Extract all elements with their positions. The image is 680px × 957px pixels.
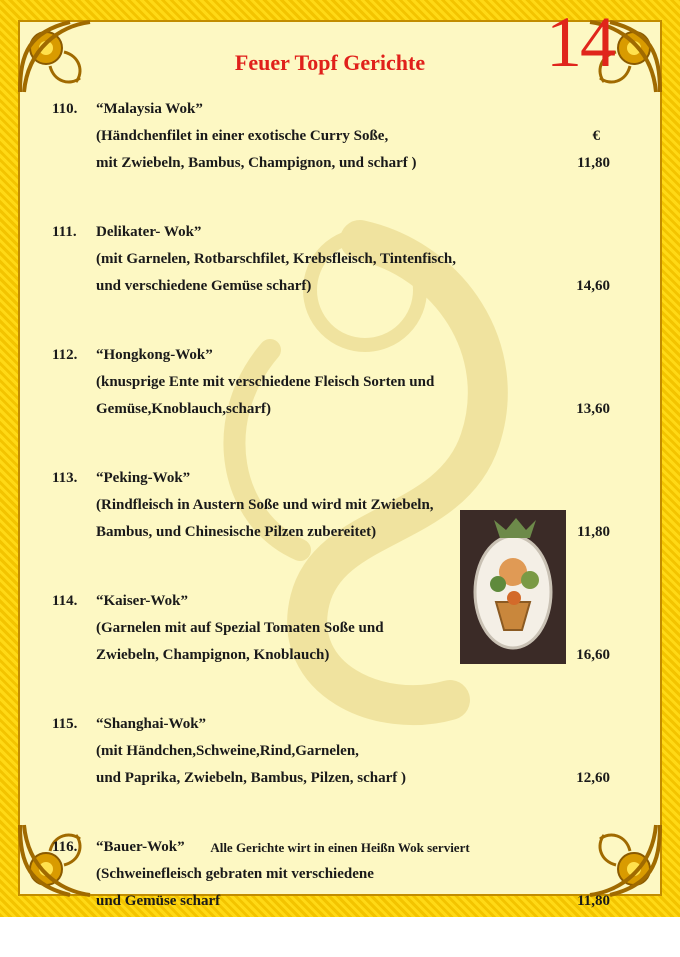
dish-price: 13,60 [576, 401, 610, 417]
dish-name: “Peking-Wok” [96, 470, 191, 486]
dish-description: und Gemüse scharf [96, 893, 221, 909]
dish-item [52, 342, 622, 423]
dish-description: Gemüse,Knoblauch,scharf) [96, 401, 272, 417]
dish-name: “Bauer-Wok” [96, 839, 185, 855]
dish-number: 116. [52, 839, 78, 855]
dish-description: (mit Garnelen, Rotbarschfilet, Krebsfleisch, Tintenfisch, [96, 251, 456, 267]
dish-description: (Garnelen mit auf Spezial Tomaten Soße und [96, 620, 384, 636]
dish-number: 110. [52, 101, 78, 117]
dish-description: (mit Händchen,Schweine,Rind,Garnelen, [96, 743, 359, 759]
dish-number: 114. [52, 593, 78, 609]
dish-description: (Händchenfilet in einer exotische Curry Soße, [96, 128, 389, 144]
dish-description: und verschiedene Gemüse scharf) [96, 278, 312, 294]
dish-item [52, 711, 622, 792]
dish-number: 111. [52, 224, 77, 240]
dish-number: 113. [52, 470, 78, 486]
dish-price: 16,60 [576, 647, 610, 663]
dish-price: 11,80 [577, 893, 610, 909]
page-number: 14 [546, 2, 614, 82]
footer-note: Alle Gerichte wirt in einen Heißn Wok serviert [210, 840, 470, 855]
dish-number: 115. [52, 716, 78, 732]
dish-name: Delikater- Wok” [96, 224, 202, 240]
dish-description: (Rindfleisch in Austern Soße und wird mit Zwiebeln, [96, 497, 434, 513]
dish-description: mit Zwiebeln, Bambus, Champignon, und scharf ) [96, 155, 417, 171]
dish-description: Zwiebeln, Champignon, Knoblauch) [96, 647, 330, 663]
dish-price: 14,60 [576, 278, 610, 294]
dish-photo [460, 510, 566, 664]
dish-name: “Shanghai-Wok” [96, 716, 207, 732]
dish-name: “Kaiser-Wok” [96, 593, 188, 609]
currency-symbol: € [592, 128, 600, 144]
dish-number: 112. [52, 347, 78, 363]
dish-item [52, 219, 622, 300]
page-title: Feuer Topf Gerichte [234, 50, 426, 75]
dish-description: und Paprika, Zwiebeln, Bambus, Pilzen, scharf ) [96, 770, 407, 786]
dish-name: “Hongkong-Wok” [96, 347, 213, 363]
dish-description: Bambus, und Chinesische Pilzen zubereitet) [96, 524, 377, 540]
dish-price: 11,80 [577, 524, 610, 540]
dish-price: 11,80 [577, 155, 610, 171]
dish-price: 12,60 [576, 770, 610, 786]
dish-description: (Schweinefleisch gebraten mit verschiedene [96, 866, 374, 882]
dish-description: (knusprige Ente mit verschiedene Fleisch Sorten und [96, 374, 435, 390]
dish-name: “Malaysia Wok” [96, 101, 203, 117]
dish-item [52, 96, 622, 177]
